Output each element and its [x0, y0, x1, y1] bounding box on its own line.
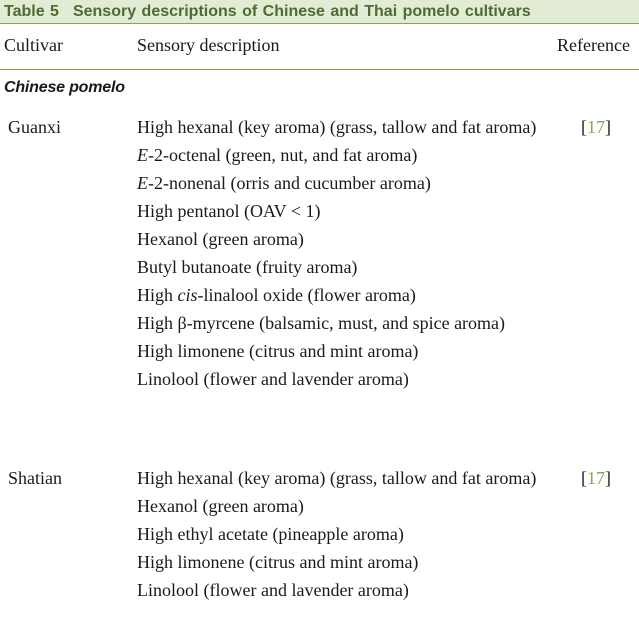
description-item: High cis-linalool oxide (flower aroma) [137, 285, 416, 305]
reference-citation[interactable]: [17] [581, 468, 611, 488]
description-item: High limonene (citrus and mint aroma) [137, 341, 419, 361]
description-item: High hexanal (key aroma) (grass, tallow and fat aroma) [137, 468, 537, 488]
cultivar-name: Guanxi [8, 117, 61, 137]
description-item: High hexanal (key aroma) (grass, tallow and fat aroma) [137, 117, 537, 137]
column-header-reference: Reference [557, 35, 630, 55]
reference-citation[interactable]: [17] [581, 117, 611, 137]
column-header-description: Sensory description [137, 35, 280, 55]
description-item: Linolool (flower and lavender aroma) [137, 369, 409, 389]
description-item: High ethyl acetate (pineapple aroma) [137, 524, 404, 544]
description-item: Linolool (flower and lavender aroma) [137, 580, 409, 600]
table-caption [4, 2, 531, 22]
description-list [137, 464, 557, 604]
section-heading: Chinese pomelo [4, 79, 125, 96]
description-item: High β-myrcene (balsamic, must, and spice aroma) [137, 313, 506, 333]
cultivar-name: Shatian [8, 468, 62, 488]
reference-link[interactable]: 17 [587, 468, 605, 488]
table-label: Table 5 [4, 3, 59, 20]
table-title: Sensory descriptions of Chinese and Thai pomelo cultivars [72, 3, 531, 20]
description-item: High pentanol (OAV < 1) [137, 201, 321, 221]
description-item: Hexanol (green aroma) [137, 229, 304, 249]
description-item: Butyl butanoate (fruity aroma) [137, 257, 358, 277]
description-item: E-2-nonenal (orris and cucumber aroma) [137, 173, 431, 193]
description-item: E-2-octenal (green, nut, and fat aroma) [137, 145, 418, 165]
table-title-bar [0, 0, 639, 24]
reference-link[interactable]: 17 [587, 117, 605, 137]
table-header-row [0, 24, 639, 70]
description-item: Hexanol (green aroma) [137, 496, 304, 516]
description-list [137, 113, 557, 393]
column-header-cultivar: Cultivar [4, 35, 63, 55]
description-item: High limonene (citrus and mint aroma) [137, 552, 419, 572]
